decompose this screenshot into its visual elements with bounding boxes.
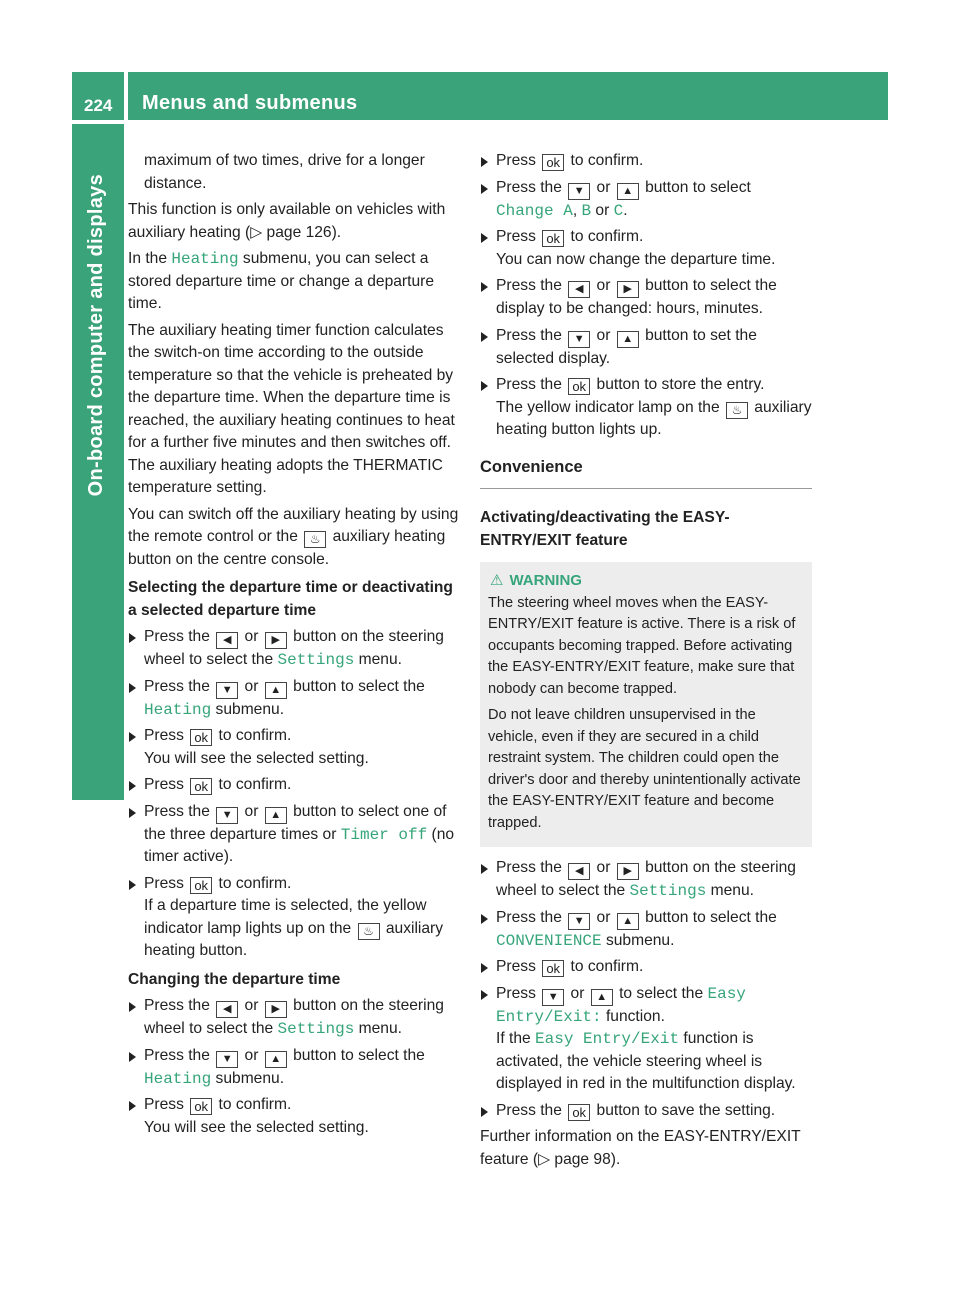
page-number-bar	[72, 72, 124, 120]
right-arrow-icon: ▶	[617, 281, 639, 298]
side-tab-label: On-board computer and displays	[85, 174, 107, 497]
right-arrow-icon: ▶	[617, 863, 639, 880]
warning-header: ⚠ WARNING	[488, 570, 804, 592]
list-item: Press ok to confirm. You will see the selected setting.	[128, 1094, 460, 1139]
list-item: Press the ◀ or ▶ button on the steering wheel to select the Settings menu.	[128, 626, 460, 672]
up-arrow-icon: ▲	[617, 331, 639, 348]
ok-icon: ok	[190, 729, 212, 746]
warning-text: Do not leave children unsupervised in the vehicle, even if they are secured in a child restraint system. The children could open the driver's door and thereby unintentionally activate the EASY-ENTRY/EXIT feature and become trapped.	[488, 707, 801, 831]
down-arrow-icon: ▼	[568, 331, 590, 348]
warning-triangle-icon: ⚠	[490, 572, 504, 589]
up-arrow-icon: ▲	[591, 989, 613, 1006]
aux-heating-icon: ♨	[726, 402, 748, 419]
up-arrow-icon: ▲	[617, 183, 639, 200]
ok-icon: ok	[542, 230, 564, 247]
list-item: Press the ◀ or ▶ button on the steering wheel to select the Settings menu.	[480, 857, 812, 903]
list-item: Press the ◀ or ▶ button to select the display to be changed: hours, minutes.	[480, 275, 812, 321]
list-item: Press ok to confirm.	[480, 956, 812, 979]
display-text: Heating	[171, 250, 239, 268]
subheading: Changing the departure time	[128, 970, 341, 988]
page-ref-icon: ▷	[250, 223, 263, 241]
left-arrow-icon: ◀	[568, 863, 590, 880]
ok-icon: ok	[542, 960, 564, 977]
down-arrow-icon: ▼	[216, 807, 238, 824]
right-arrow-icon: ▶	[265, 632, 287, 649]
list-item: Press the ok button to store the entry. The yellow indicator lamp on the ♨ auxiliary heating button lights up.	[480, 374, 812, 442]
aux-heating-icon: ♨	[358, 923, 380, 940]
ok-icon: ok	[190, 877, 212, 894]
page-number: 224	[84, 96, 113, 115]
subheading: Activating/deactivating the EASY-ENTRY/EXIT feature	[480, 509, 730, 549]
warning-box	[480, 562, 812, 847]
ok-icon: ok	[190, 1098, 212, 1115]
up-arrow-icon: ▲	[265, 807, 287, 824]
subheading: Selecting the departure time or deactivating a selected departure time	[128, 579, 453, 619]
down-arrow-icon: ▼	[568, 913, 590, 930]
list-item: Press the ok button to save the setting.	[480, 1100, 812, 1123]
list-item: Press the ▼ or ▲ button to select one of the three departure times or Timer off (no timer active).	[128, 801, 460, 869]
list-item: Press the ▼ or ▲ button to set the selected display.	[480, 325, 812, 371]
down-arrow-icon: ▼	[542, 989, 564, 1006]
paragraph: The auxiliary heating timer function calculates the switch-on time according to the outside temperature so that the vehicle is preheated by the departure time. When the departure time is reached, the auxiliary heating continues to heat for a further five minutes and then switches off. The auxiliary heating adopts the THERMATIC temperature setting.	[128, 321, 455, 496]
list-item: Press the ▼ or ▲ button to select the CONVENIENCE submenu.	[480, 907, 812, 953]
list-item: Press ok to confirm. If a departure time is selected, the yellow indicator lamp lights up on the ♨ auxiliary heating button.	[128, 873, 460, 963]
list-item: Press the ▼ or ▲ button to select Change A, B or C.	[480, 177, 812, 223]
up-arrow-icon: ▲	[617, 913, 639, 930]
list-item: Press ok to confirm. You can now change the departure time.	[480, 226, 812, 271]
paragraph: maximum of two times, drive for a longer distance.	[144, 152, 425, 192]
left-arrow-icon: ◀	[568, 281, 590, 298]
header-bar	[128, 72, 888, 120]
page-ref-icon: ▷	[538, 1150, 551, 1168]
ok-icon: ok	[542, 154, 564, 171]
left-arrow-icon: ◀	[216, 632, 238, 649]
warning-text: The steering wheel moves when the EASY-ENTRY/EXIT feature is active. There is a risk of occupants becoming trapped. Before activating the EASY-ENTRY/EXIT feature, make sure that nobody can become trapped.	[488, 594, 796, 697]
list-item: Press the ◀ or ▶ button on the steering wheel to select the Settings menu.	[128, 995, 460, 1041]
down-arrow-icon: ▼	[216, 682, 238, 699]
aux-heating-icon: ♨	[304, 531, 326, 548]
paragraph: Further information on the EASY-ENTRY/EXIT feature (▷ page 98).	[480, 1128, 801, 1168]
paragraph: You can switch off the auxiliary heating by using the remote control or the ♨ auxiliary heating button on the centre console.	[128, 505, 459, 568]
section-heading: Convenience	[480, 456, 812, 490]
list-item: Press ok to confirm.	[480, 150, 812, 173]
ok-icon: ok	[190, 778, 212, 795]
paragraph: In the Heating submenu, you can select a stored departure time or change a departure time.	[128, 250, 434, 312]
left-column	[128, 150, 460, 1143]
up-arrow-icon: ▲	[265, 682, 287, 699]
section-title: Menus and submenus	[142, 92, 358, 114]
down-arrow-icon: ▼	[216, 1051, 238, 1068]
list-item: Press ok to confirm. You will see the selected setting.	[128, 725, 460, 770]
right-column	[480, 150, 812, 1175]
side-tab	[72, 124, 124, 800]
list-item: Press the ▼ or ▲ button to select the Heating submenu.	[128, 676, 460, 722]
ok-icon: ok	[568, 378, 590, 395]
list-item: Press ▼ or ▲ to select the Easy Entry/Exit: function. If the Easy Entry/Exit function is activated, the vehicle steering wheel is displayed in red in the multifunction display.	[480, 983, 812, 1096]
down-arrow-icon: ▼	[568, 183, 590, 200]
right-arrow-icon: ▶	[265, 1001, 287, 1018]
list-item: Press ok to confirm.	[128, 774, 460, 797]
ok-icon: ok	[568, 1104, 590, 1121]
up-arrow-icon: ▲	[265, 1051, 287, 1068]
left-arrow-icon: ◀	[216, 1001, 238, 1018]
paragraph: This function is only available on vehicles with auxiliary heating (▷ page 126).	[128, 201, 446, 241]
list-item: Press the ▼ or ▲ button to select the Heating submenu.	[128, 1045, 460, 1091]
